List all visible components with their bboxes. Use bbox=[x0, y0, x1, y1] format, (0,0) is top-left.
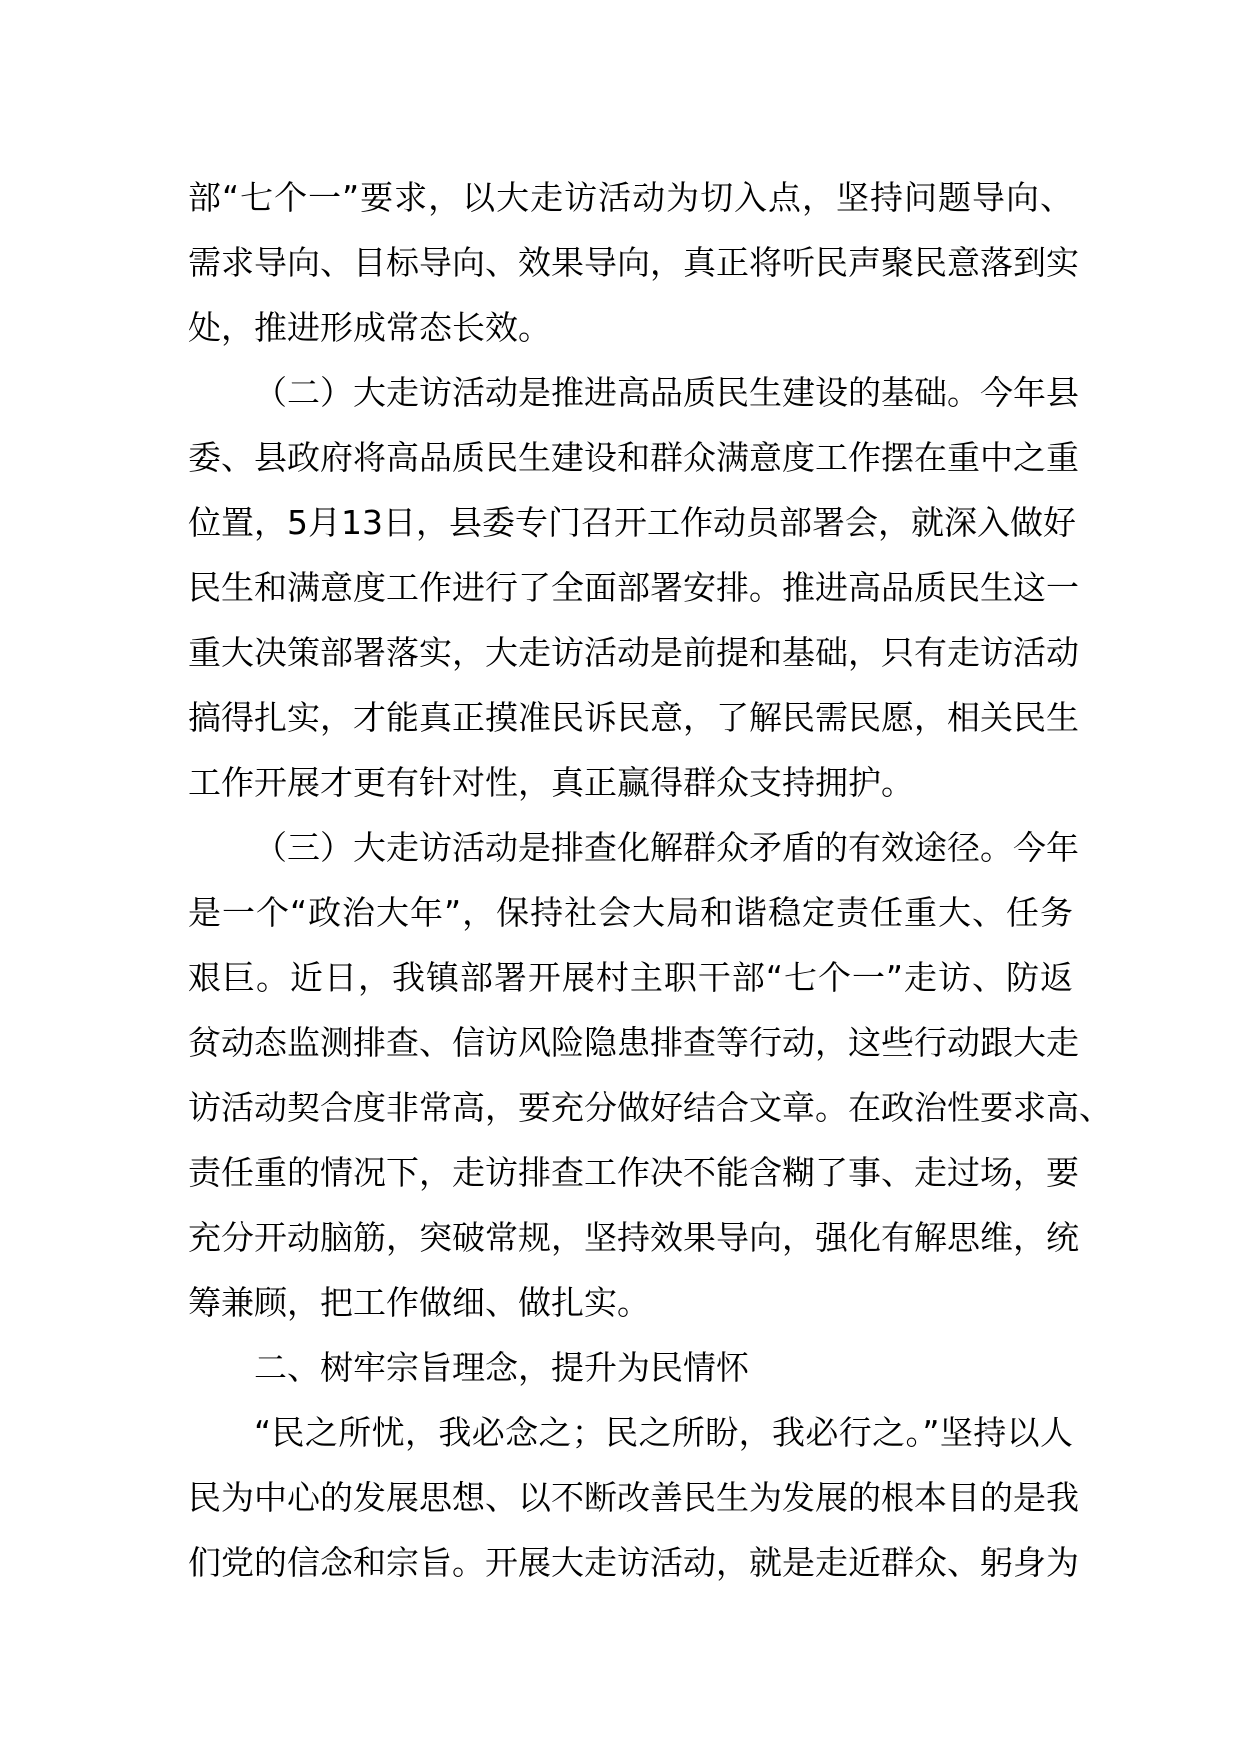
text-line: 二、树牢宗旨理念，提升为民情怀 bbox=[254, 1348, 749, 1387]
text-line: 位置，5月13日，县委专门召开工作动员部署会，就深入做好 bbox=[188, 503, 1076, 542]
text-line: 部“七个一”要求，以大走访活动为切入点，坚持问题导向、 bbox=[188, 178, 1073, 217]
text-line: 责任重的情况下，走访排查工作决不能含糊了事、走过场，要 bbox=[188, 1153, 1079, 1192]
text-line: 工作开展才更有针对性，真正赢得群众支持拥护。 bbox=[188, 763, 914, 802]
text-line: 搞得扎实，才能真正摸准民诉民意，了解民需民愿，相关民生 bbox=[188, 698, 1079, 737]
text-line: 访活动契合度非常高，要充分做好结合文章。在政治性要求高、 bbox=[188, 1088, 1112, 1127]
text-line: 艰巨。近日，我镇部署开展村主职干部“七个一”走访、防返 bbox=[188, 958, 1073, 997]
text-line: 民为中心的发展思想、以不断改善民生为发展的根本目的是我 bbox=[188, 1478, 1079, 1517]
text-line: 处，推进形成常态长效。 bbox=[188, 308, 551, 347]
text-line: （二）大走访活动是推进高品质民生建设的基础。今年县 bbox=[254, 373, 1079, 412]
text-line: 委、县政府将高品质民生建设和群众满意度工作摆在重中之重 bbox=[188, 438, 1079, 477]
text-line: 是一个“政治大年”，保持社会大局和谐稳定责任重大、任务 bbox=[188, 893, 1073, 932]
text-line: 贫动态监测排查、信访风险隐患排查等行动，这些行动跟大走 bbox=[188, 1023, 1079, 1062]
text-line: 充分开动脑筋，突破常规，坚持效果导向，强化有解思维，统 bbox=[188, 1218, 1079, 1257]
text-line: 们党的信念和宗旨。开展大走访活动，就是走近群众、躬身为 bbox=[188, 1543, 1079, 1582]
text-line: 民生和满意度工作进行了全面部署安排。推进高品质民生这一 bbox=[188, 568, 1079, 607]
text-line: “民之所忧，我必念之；民之所盼，我必行之。”坚持以人 bbox=[254, 1413, 1073, 1452]
text-line: 重大决策部署落实，大走访活动是前提和基础，只有走访活动 bbox=[188, 633, 1079, 672]
text-line: 筹兼顾，把工作做细、做扎实。 bbox=[188, 1283, 650, 1322]
text-line: 需求导向、目标导向、效果导向，真正将听民声聚民意落到实 bbox=[188, 243, 1079, 282]
body-text bbox=[188, 165, 1112, 1595]
text-line: （三）大走访活动是排查化解群众矛盾的有效途径。今年 bbox=[254, 828, 1079, 867]
